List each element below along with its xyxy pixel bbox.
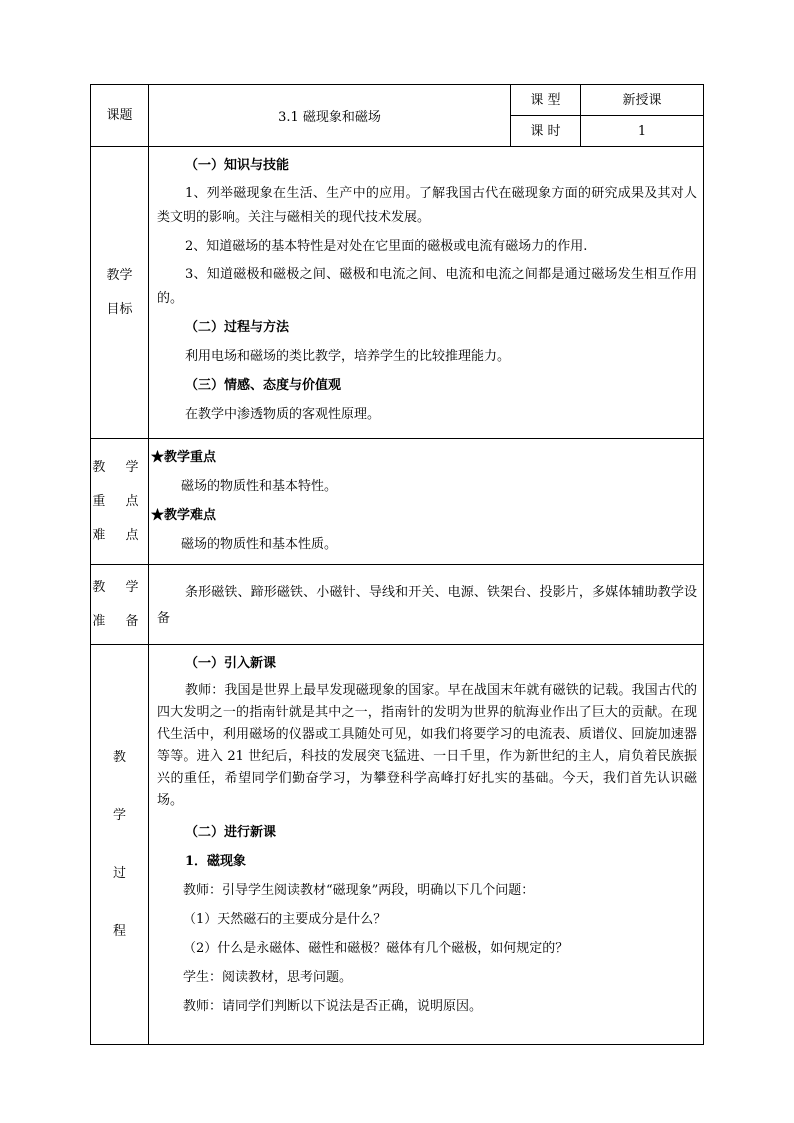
topic-title: 3.1 磁现象和磁场 [149,85,511,147]
objectives-item-2: 2、知道磁场的基本特性是对处在它里面的磁极或电流有磁场力的作用. [185,239,588,254]
process-label [91,645,149,1045]
difficult-point-text: 磁场的物质性和基本性质。 [181,537,338,552]
key-points-label-line2: 重 点 [92,493,147,509]
process-question-2: （2）什么是永磁体、磁性和磁极？磁体有几个磁极，如何规定的？ [183,941,569,956]
process-heading-intro: （一）引入新课 [185,656,277,671]
objectives-label-line2: 目标 [106,301,133,317]
key-points-content [149,439,704,565]
key-points-label-line3: 难 点 [92,527,147,543]
objectives-item-1: 1、列举磁现象在生活、生产中的应用。了解我国古代在磁现象方面的研究成果及其对人类文明的影响。关注与磁相关的现代技术发展。 [157,186,697,225]
process-label-char-3: 过 [112,865,126,881]
lesson-type-label: 课 型 [511,85,581,116]
objectives-heading-knowledge: （一）知识与技能 [185,158,290,173]
difficult-point-heading: ★教学难点 [151,508,217,523]
objectives-item-5: 在教学中渗透物质的客观性原理。 [185,407,381,422]
process-question-1: （1）天然磁石的主要成分是什么？ [183,912,387,927]
process-content [149,645,704,1045]
objectives-content [149,147,704,439]
process-label-char-4: 程 [112,923,126,939]
objectives-heading-attitude: （三）情感、态度与价值观 [185,378,342,393]
lesson-plan-table [90,84,704,1045]
preparation-text: 条形磁铁、蹄形磁铁、小磁针、导线和开关、电源、铁架台、投影片，多媒体辅助教学设备 [157,584,697,626]
preparation-content [149,565,704,645]
topic-label: 课题 [91,85,149,147]
key-point-text: 磁场的物质性和基本特性。 [181,479,338,494]
class-hours-label: 课 时 [511,116,581,147]
objectives-label [91,147,149,439]
process-teacher-guide: 教师：引导学生阅读教材“磁现象”两段，明确以下几个问题： [183,883,535,898]
key-point-heading: ★教学重点 [151,450,217,465]
process-heading-magnetism: 1．磁现象 [185,854,247,869]
preparation-label [91,565,149,645]
process-teacher-prompt: 教师：请同学们判断以下说法是否正确，说明原因。 [183,999,483,1014]
process-heading-new-lesson: （二）进行新课 [185,825,277,840]
lesson-type-value: 新授课 [581,85,704,116]
process-intro-text: 教师：我国是世界上最早发现磁现象的国家。早在战国末年就有磁铁的记载。我国古代的四大发明之一的指南针就是其中之一，指南针的发明为世界的航海业作出了巨大的贡献。在现代生活中，利用磁场的仪器或工具随处可见，如我们将要学习的电流表、质谱仪、回旋加速器等等。进入 21 世纪后，科技的发展突飞猛进、一日千里，作为新世纪的主人，肩负着民族振兴的重任，希望同学们勤奋学习，为攀登科学高峰打好扎实的基础。今天，我们首先认识磁场。 [157,683,697,808]
process-label-char-1: 教 [112,749,126,765]
key-points-label [91,439,149,565]
key-points-label-line1: 教 学 [92,459,147,475]
process-student-activity: 学生：阅读教材，思考问题。 [183,970,353,985]
objectives-item-3: 3、知道磁极和磁极之间、磁极和电流之间、电流和电流之间都是通过磁场发生相互作用的。 [157,267,697,306]
objectives-item-4: 利用电场和磁场的类比教学，培养学生的比较推理能力。 [185,349,511,364]
class-hours-value: 1 [581,116,704,147]
preparation-label-line2: 准 备 [92,613,147,629]
process-label-char-2: 学 [112,807,126,823]
objectives-label-line1: 教学 [106,267,133,283]
preparation-label-line1: 教 学 [92,579,147,595]
objectives-heading-process: （二）过程与方法 [185,320,290,335]
